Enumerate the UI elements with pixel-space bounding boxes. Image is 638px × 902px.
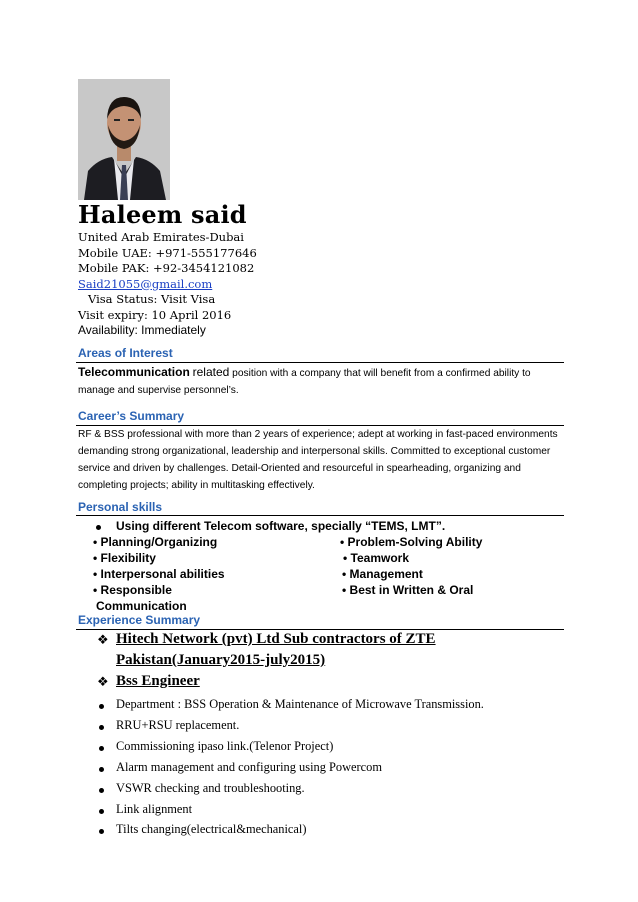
career-summary-title: Career’s Summary — [78, 409, 185, 423]
visit-expiry: Visit expiry: 10 April 2016 — [78, 307, 232, 322]
skill-left-1: • Planning/Organizing — [93, 535, 218, 549]
skills-headline: Using different Telecom software, specially “TEMS, LMT”. — [116, 519, 446, 533]
bullet-icon — [99, 829, 104, 834]
mobile-pak: Mobile PAK: +92-3454121082 — [78, 261, 255, 275]
bullet-icon — [96, 525, 101, 530]
areas-of-interest-text — [78, 364, 564, 399]
duty-item-5: VSWR checking and troubleshooting. — [116, 781, 305, 795]
skill-right-4: • Best in Written & Oral — [342, 583, 474, 597]
duty-item-1: Department : BSS Operation & Maintenance of Microwave Transmission. — [116, 697, 484, 711]
interest-related: related — [192, 365, 230, 379]
skill-left-2: • Flexibility — [93, 551, 156, 565]
resume-header — [78, 200, 257, 339]
diamond-bullet-icon: ❖ — [97, 632, 109, 647]
mobile-uae: Mobile UAE: +971-555177646 — [78, 245, 257, 260]
location: United Arab Emirates-Dubai — [78, 230, 244, 244]
experience-block-continued — [78, 821, 568, 841]
bullet-icon — [99, 704, 104, 709]
job-role: Bss Engineer — [116, 673, 200, 689]
visa-status: Visa Status: Visit Visa — [88, 292, 216, 306]
experience-block — [78, 631, 568, 821]
personal-skills-title: Personal skills — [78, 500, 163, 514]
areas-of-interest-title: Areas of Interest — [78, 346, 173, 360]
skill-left-5: Communication — [96, 599, 187, 613]
duty-item-3: Commissioning ipaso link.(Telenor Project) — [116, 739, 334, 753]
candidate-name: Haleem said — [78, 200, 247, 229]
duty-item-6: Link alignment — [116, 802, 193, 816]
bullet-icon — [99, 788, 104, 793]
interest-lead: Telecommunication — [78, 365, 190, 379]
diamond-bullet-icon: ❖ — [97, 674, 109, 689]
skills-list — [78, 517, 564, 613]
bullet-icon — [99, 767, 104, 772]
skill-right-2: • Teamwork — [343, 551, 409, 565]
experience-summary-title: Experience Summary — [78, 613, 201, 627]
duty-item-2: RRU+RSU replacement. — [116, 718, 240, 732]
company-name: Hitech Network (pvt) Ltd Sub contractors of ZTE — [116, 631, 436, 647]
bullet-icon — [99, 746, 104, 751]
career-summary-text: RF & BSS professional with more than 2 years of experience; adept at working in fast-paced environments demanding strong organizational, leadership and interpersonal skills. Committed to exceptional customer service and driven by challenges. Detail-Oriented and resourceful in spearheading, organizing and completing projects; ability in multitasking effectively. — [78, 429, 558, 491]
skill-right-3: • Management — [342, 567, 423, 581]
skill-left-4: • Responsible — [93, 583, 172, 597]
profile-photo — [78, 79, 170, 200]
bullet-icon — [99, 809, 104, 814]
duty-item-7: Tilts changing(electrical&mechanical) — [116, 822, 307, 836]
bullet-icon — [99, 725, 104, 730]
skill-left-3: • Interpersonal abilities — [93, 567, 225, 581]
email-link[interactable]: Said21055@gmail.com — [78, 276, 213, 291]
availability: Availability: Immediately — [78, 323, 206, 337]
skill-right-1: • Problem-Solving Ability — [340, 535, 483, 549]
section-divider — [76, 515, 564, 516]
company-period: Pakistan(January2015-july2015) — [116, 652, 326, 668]
section-divider — [76, 629, 564, 630]
section-divider — [76, 362, 564, 363]
duty-item-4: Alarm management and configuring using Powercom — [116, 760, 382, 774]
interest-body: position with a company that will benefit from a confirmed ability to manage and supervise personnel’s. — [78, 368, 531, 396]
